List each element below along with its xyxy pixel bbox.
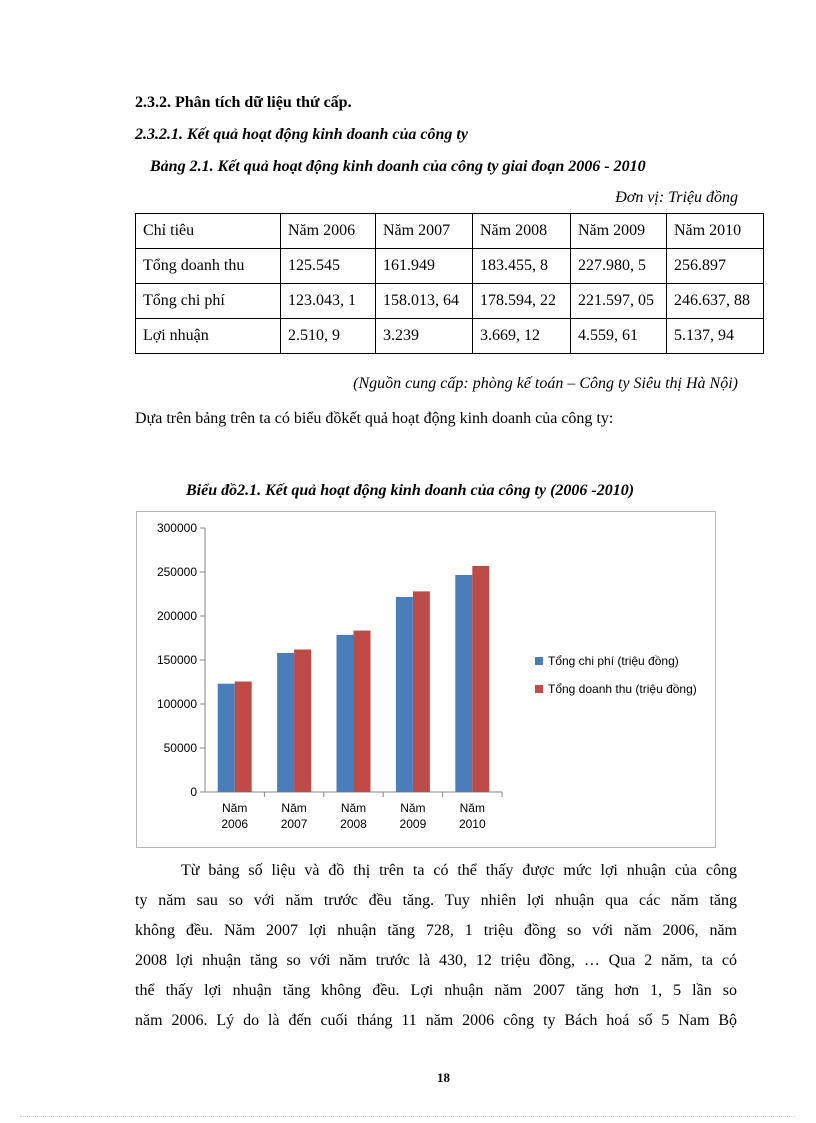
table-cell: 5.137, 94 [667,319,764,354]
table-cell: Tổng doanh thu [136,249,281,284]
table-cell: Lợi nhuận [136,319,281,354]
bar-chart [137,512,715,847]
table-cell: 123.043, 1 [281,284,376,319]
y-tick-label: 150000 [156,653,197,667]
table-source: (Nguồn cung cấp: phòng kế toán – Công ty Siêu thị Hà Nội) [353,375,738,392]
bar-tong-doanh-thu [472,566,489,792]
y-tick-label: 0 [190,785,197,799]
table-row [136,319,764,354]
x-tick-label: Năm [340,801,367,815]
table-cell: 221.597, 05 [571,284,667,319]
table-cell: 158.013, 64 [376,284,473,319]
body-line: Từ bảng số liệu và đồ thị trên ta có thể thấy được mức lợi nhuận của công [181,862,737,879]
table-cell: 227.980, 5 [571,249,667,284]
body-line: ty năm sau so với năm trước đều tăng. Tuy nhiên lợi nhuận qua các năm tăng [135,892,737,909]
subsection-heading: 2.3.2.1. Kết quả hoạt động kinh doanh của công ty [135,126,468,143]
table-cell: 161.949 [376,249,473,284]
x-tick-label: 2008 [340,817,367,831]
table-header-row [136,214,764,249]
bar-tong-doanh-thu [235,682,252,792]
legend-label: Tổng chi phí (triệu đồng) [548,654,679,668]
x-tick-label: 2010 [458,817,486,831]
x-tick-label: Năm [281,801,307,815]
bar-tong-doanh-thu [354,631,371,792]
body-line: thể thấy lợi nhuận tăng không đều. Lợi nhuận năm 2007 tăng hơn 1, 5 lần so [135,982,737,999]
table-header-cell: Năm 2009 [571,214,667,249]
table-cell: 3.669, 12 [473,319,571,354]
y-tick-label: 100000 [156,697,197,711]
legend-swatch [535,685,543,693]
body-line: năm 2006. Lý do là đến cuối tháng 11 năm 2006 công ty Bách hoá số 5 Nam Bộ [135,1012,737,1029]
legend-swatch [535,657,543,665]
unit-label: Đơn vị: Triệu đồng [615,189,738,206]
body-paragraph [135,856,737,1036]
table-header-cell: Năm 2010 [667,214,764,249]
bar-tong-doanh-thu [413,591,430,792]
body-line: 2008 lợi nhuận tăng so với năm trước là 430, 12 triệu đồng, … Qua 2 năm, ta có [135,952,737,969]
y-tick-label: 250000 [156,565,197,579]
bar-tong-chi-phi [396,597,413,792]
table-cell: 4.559, 61 [571,319,667,354]
x-tick-label: 2007 [280,817,308,831]
table-row [136,284,764,319]
chart-frame [136,511,716,848]
x-tick-label: Năm [400,801,426,815]
x-tick-label: Năm [222,801,248,815]
x-tick-label: Năm [459,801,485,815]
chart-title: Biểu đồ2.1. Kết quả hoạt động kinh doanh của công ty (2006 -2010) [186,482,635,499]
table-cell: 178.594, 22 [473,284,571,319]
table-cell: Tổng chi phí [136,284,281,319]
section-heading: 2.3.2. Phân tích dữ liệu thứ cấp. [135,94,352,111]
table-header-cell: Năm 2008 [473,214,571,249]
y-tick-label: 300000 [156,521,197,535]
intro-text: Dựa trên bảng trên ta có biểu đồkết quả hoạt động kinh doanh của công ty: [135,410,614,427]
table-cell: 125.545 [281,249,376,284]
x-tick-label: 2006 [221,817,249,831]
page-number: 18 [437,1070,450,1085]
bar-tong-doanh-thu [294,649,311,792]
y-tick-label: 50000 [163,741,197,755]
bar-tong-chi-phi [277,653,294,792]
table-cell: 256.897 [667,249,764,284]
table-cell: 3.239 [376,319,473,354]
table-row [136,249,764,284]
bar-tong-chi-phi [455,575,472,792]
table-cell: 2.510, 9 [281,319,376,354]
body-line: không đều. Năm 2007 lợi nhuận tăng 728, 1 triệu đồng so với năm 2006, năm [135,922,737,939]
table-cell: 183.455, 8 [473,249,571,284]
results-table [135,213,764,354]
legend-label: Tổng doanh thu (triệu đồng) [548,682,697,696]
table-header-cell: Năm 2007 [376,214,473,249]
x-tick-label: 2009 [399,817,427,831]
table-cell: 246.637, 88 [667,284,764,319]
y-tick-label: 200000 [156,609,197,623]
bar-tong-chi-phi [218,684,235,792]
page-bottom-rule [20,1116,796,1117]
table-header-cell: Năm 2006 [281,214,376,249]
table-header-cell: Chỉ tiêu [136,214,281,249]
table-title: Bảng 2.1. Kết quả hoạt động kinh doanh của công ty giai đoạn 2006 - 2010 [150,158,646,175]
bar-tong-chi-phi [337,635,354,792]
